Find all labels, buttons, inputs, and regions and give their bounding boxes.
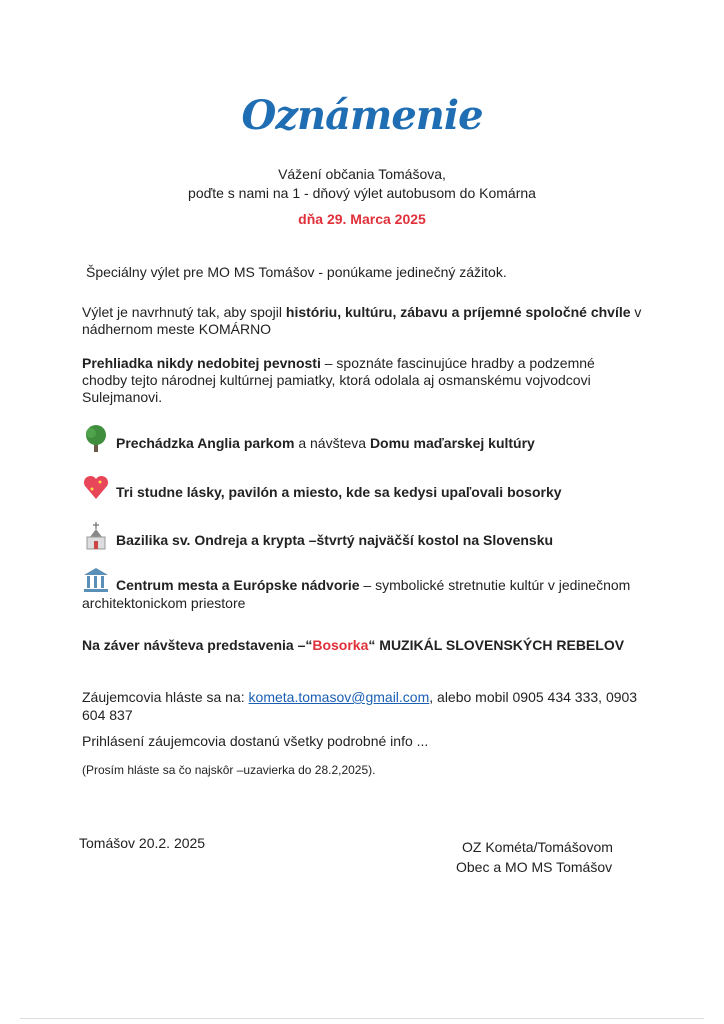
item-wells <box>82 473 642 501</box>
bold-text: históriu, kultúru, zábavu a príjemné spoločné chvíle <box>285 304 631 320</box>
contact-paragraph <box>82 688 642 724</box>
page-title: Oznámenie <box>241 92 483 139</box>
event-date: dňa 29. Marca 2025 <box>298 211 426 227</box>
bold-text: Bazilika sv. Ondreja a krypta –štvrtý najväčší kostol na Slovensku <box>116 532 554 548</box>
text: Výlet je navrhnutý tak, aby spojil <box>82 304 286 320</box>
bold-text: “ MUZIKÁL SLOVENSKÝCH REBELOV <box>368 637 625 653</box>
classical-building-icon <box>82 566 110 594</box>
intro: Špeciálny výlet pre MO MS Tomášov - ponúkame jedinečný zážitok. <box>86 264 507 280</box>
purpose-paragraph <box>82 304 642 338</box>
bold-text: Centrum mesta a Európske nádvorie <box>116 577 360 593</box>
text: a návšteva <box>294 435 370 451</box>
text: – spoznáte fascinujúce hradby a podzemné chodby tejto národnej kultúrnej pamiatky, ktorá odolala aj osmanskému vojvodcovi Sulejmanovi. <box>82 355 595 405</box>
text: , alebo mobil 0905 434 333, 0903 604 837 <box>82 689 638 723</box>
show-name: Bosorka <box>312 637 369 653</box>
bold-text: Na záver návšteva predstavenia –“ <box>82 637 313 653</box>
email-link[interactable]: kometa.tomasov@gmail.com <box>248 689 430 705</box>
place-date: Tomášov 20.2. 2025 <box>79 835 206 851</box>
deadline-text: (Prosím hláste sa čo najskôr –uzavierka do 28.2,2025). <box>82 763 376 777</box>
bold-text: Prehliadka nikdy nedobitej pevnosti <box>82 355 321 371</box>
text: – symbolické stretnutie kultúr v jedinečnom architektonickom priestore <box>82 577 631 611</box>
signature <box>456 837 613 877</box>
sparkling-heart-icon <box>82 473 110 501</box>
tree-icon <box>82 424 110 452</box>
page-edge-divider <box>20 1018 704 1019</box>
bold-text: Prechádzka Anglia parkom <box>116 435 295 451</box>
greeting: Vážení občania Tomášova, <box>278 166 446 182</box>
item-basilica <box>82 521 642 549</box>
bold-text: Tri studne lásky, pavilón a miesto, kde sa kedysi upaľovali bosorky <box>116 484 562 500</box>
signature-line: OZ Kométa/Tomášovom <box>462 839 613 855</box>
finale-paragraph <box>82 637 642 654</box>
invitation: poďte s nami na 1 - dňový výlet autobusom do Komárna <box>188 185 536 201</box>
signature-line: Obec a MO MS Tomášov <box>456 859 613 875</box>
item-centre <box>82 566 642 612</box>
info-text: Prihlásení záujemcovia dostanú všetky podrobné info ... <box>82 733 429 749</box>
text: Záujemcovia hláste sa na: <box>82 689 249 705</box>
item-park <box>82 424 642 452</box>
bold-text: Domu maďarskej kultúry <box>369 435 535 451</box>
church-icon <box>82 521 110 549</box>
text: v nádhernom meste KOMÁRNO <box>82 304 642 337</box>
fortress-paragraph <box>82 355 642 406</box>
